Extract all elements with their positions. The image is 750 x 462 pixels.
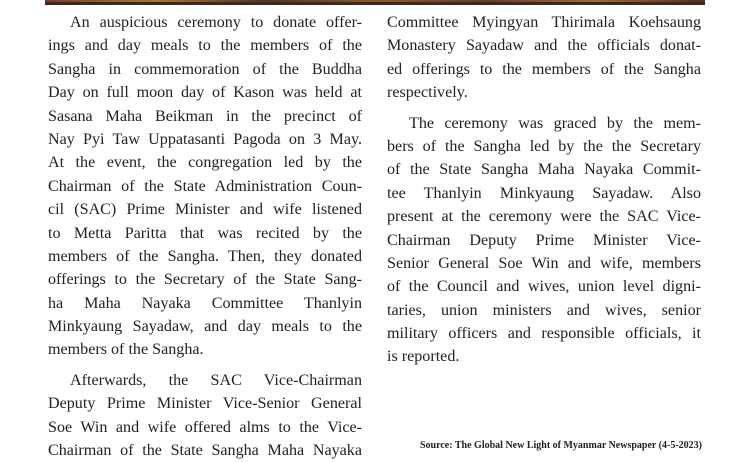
text-line: respectively. (387, 84, 468, 102)
text-line: Senior General Soe Win and wife, members (387, 254, 701, 272)
text-line: of the Council and wives, union level digni- (387, 278, 701, 296)
text-line: Nay Pyi Taw Uppatasanti Pagoda on 3 May. (48, 130, 362, 148)
text-line: ings and day meals to the members of the (48, 37, 362, 55)
text-line: military officers and responsible officials, it (387, 325, 701, 343)
text-line: Chairman of the State Sangha Maha Nayaka (48, 442, 362, 460)
text-line: The ceremony was graced by the mem- (409, 114, 701, 132)
paragraph-2-continued (387, 11, 701, 105)
text-line: members of the Sangha. Then, they donated (48, 247, 362, 265)
text-line: tee Thanlyin Minkyaung Sayadaw. Also (387, 184, 701, 202)
text-line: Day on full moon day of Kason was held at (48, 84, 362, 102)
text-line: Afterwards, the SAC Vice-Chairman (70, 371, 362, 389)
text-line: Chairman Deputy Prime Minister Vice- (387, 231, 701, 249)
text-line: is reported. (387, 348, 460, 366)
text-line: cil (SAC) Prime Minister and wife listened (48, 201, 362, 219)
text-line: At the event, the congregation led by the (48, 154, 362, 172)
article-column-right (387, 11, 701, 369)
text-line: taries, union ministers and wives, senior (387, 301, 701, 319)
text-line: ha Maha Nayaka Committee Thanlyin (48, 294, 362, 312)
paragraph-3 (387, 112, 701, 369)
text-line: Sangha in commemoration of the Buddha (48, 60, 362, 78)
text-line: Monastery Sayadaw and the officials donat- (387, 37, 701, 55)
paragraph-2 (48, 369, 362, 462)
article-column-left (48, 11, 362, 462)
text-line: to Metta Paritta that was recited by the (48, 224, 362, 242)
header-banner-image (45, 0, 705, 5)
text-line: ed offerings to the members of the Sangha (387, 60, 701, 78)
text-line: members of the Sangha. (48, 341, 204, 359)
text-line: Chairman of the State Administration Coun- (48, 177, 362, 195)
text-line: Soe Win and wife offered alms to the Vice- (48, 418, 362, 436)
paragraph-1 (48, 11, 362, 362)
text-line: Committee Myingyan Thirimala Koehsaung (387, 14, 701, 31)
text-line: Sasana Maha Beikman in the precinct of (48, 107, 362, 125)
text-line: offerings to the Secretary of the State Sang- (48, 271, 362, 289)
text-line: Minkyaung Sayadaw, and day meals to the (48, 318, 362, 336)
text-line: of the State Sangha Maha Nayaka Commit- (387, 161, 701, 179)
source-credit: Source: The Global New Light of Myanmar Newspaper (4-5-2023) (419, 440, 702, 451)
text-line: An auspicious ceremony to donate offer- (70, 14, 362, 31)
text-line: bers of the Sangha led by the the Secretary (387, 137, 701, 155)
text-line: Deputy Prime Minister Vice-Senior General (48, 395, 362, 413)
text-line: present at the ceremony were the SAC Vice- (387, 208, 701, 226)
